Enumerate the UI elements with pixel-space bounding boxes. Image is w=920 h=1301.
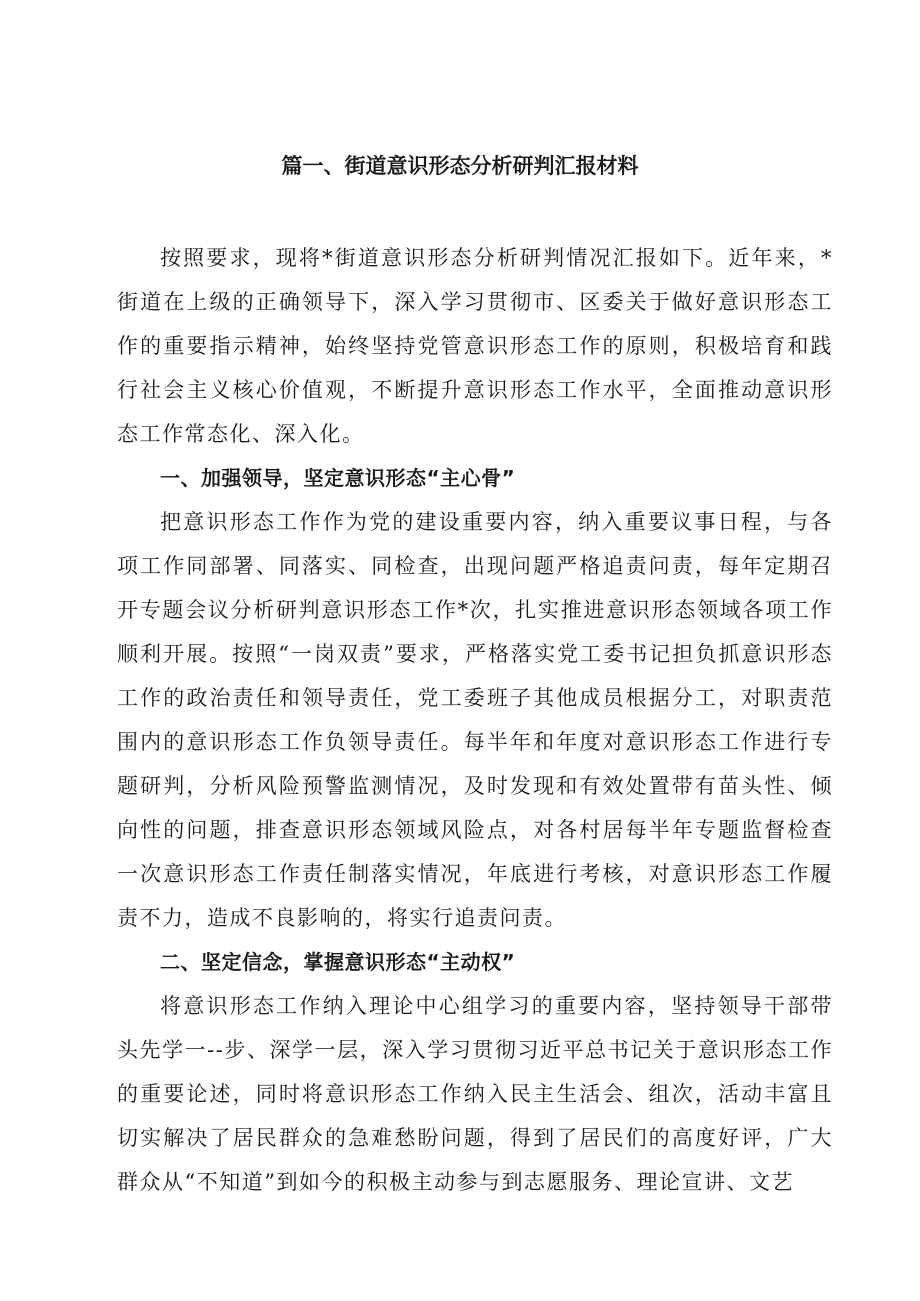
section-1-paragraph: 把意识形态工作作为党的建设重要内容，纳入重要议事日程，与各项工作同部署、同落实、同检查，出现问题严格追责问责，每年定期召开专题会议分析研判意识形态工作*次，扎实推进意识形态领域各项工作顺利开展。按照“一岗双责”要求，严格落实党工委书记担负抓意识形态工作的政治责任和领导责任，党工委班子其他成员根据分工，对职责范围内的意识形态工作负领导责任。每半年和年度对意识形态工作进行专题研判，分析风险预警监测情况，及时发现和有效处置带有苗头性、倾向性的问题，排查意识形态领域风险点，对各村居每半年专题监督检查一次意识形态工作责任制落实情况，年底进行考核，对意识形态工作履责不力，造成不良影响的，将实行追责问责。 bbox=[117, 510, 833, 930]
document-body bbox=[117, 236, 833, 1204]
section-2-paragraph: 将意识形态工作纳入理论中心组学习的重要内容，坚持领导干部带头先学一--步、深学一层，深入学习贯彻习近平总书记关于意识形态工作的重要论述，同时将意识形态工作纳入民主生活会、组次，活动丰富且切实解决了居民群众的急难愁盼问题，得到了居民们的高度好评，广大群众从“不知道”到如今的积极主动参与到志愿服务、理论宣讲、文艺 bbox=[117, 994, 833, 1194]
intro-paragraph: 按照要求，现将*街道意识形态分析研判情况汇报如下。近年来，*街道在上级的正确领导下，深入学习贯彻市、区委关于做好意识形态工作的重要指示精神，始终坚持党管意识形态工作的原则，积极培育和践行社会主义核心价值观，不断提升意识形态工作水平，全面推动意识形态工作常态化、深入化。 bbox=[117, 246, 833, 446]
section-1-heading: 一、加强领导，坚定意识形态“主心骨” bbox=[160, 466, 516, 490]
section-2-heading: 二、坚定信念，掌握意识形态“主动权” bbox=[160, 950, 516, 974]
document-title: 篇一、街道意识形态分析研判汇报材料 bbox=[281, 154, 639, 178]
